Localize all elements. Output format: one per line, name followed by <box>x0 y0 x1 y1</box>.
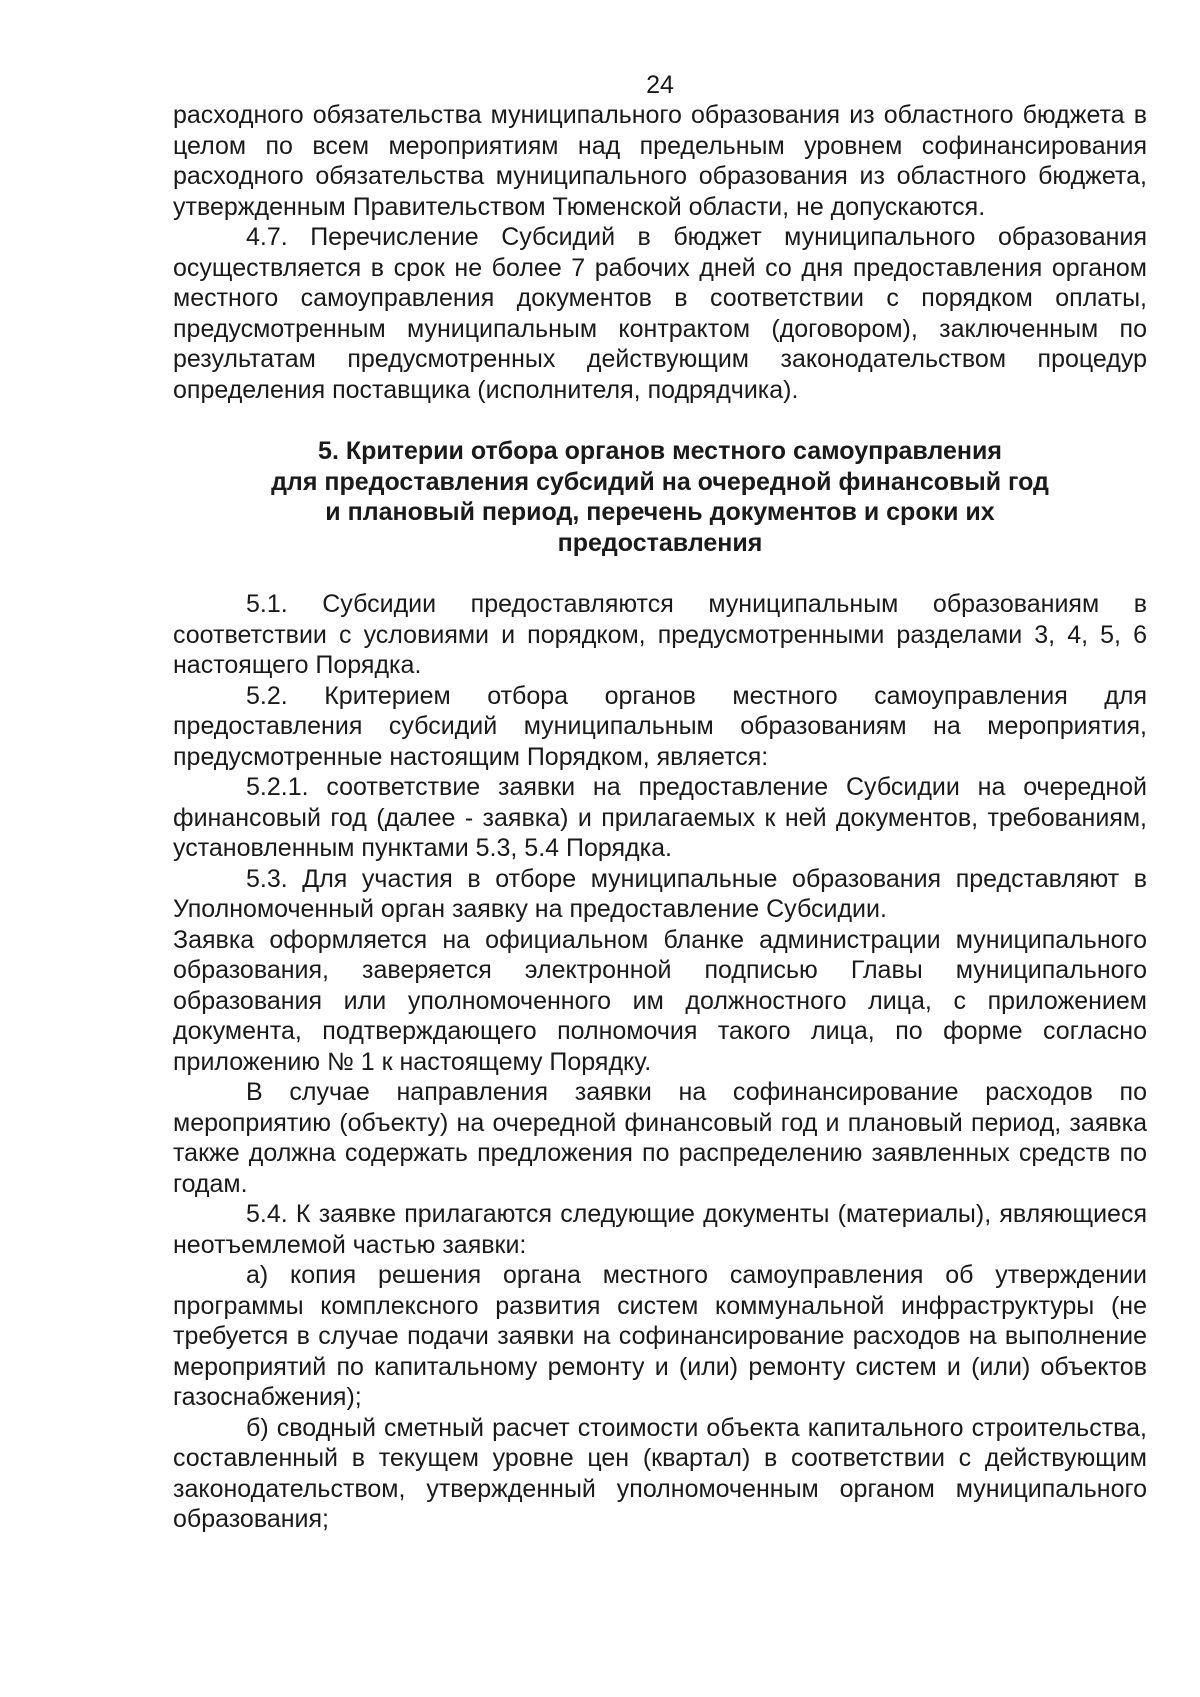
section-heading <box>173 436 1147 558</box>
paragraph-4-7: 4.7. Перечисление Субсидий в бюджет муниципального образования осуществляется в срок не более 7 рабочих дней со дня предоставления органом местного самоуправления документов в соответствии с порядком оплаты, предусмотренным муниципальным контрактом (договором), заключенным по результатам предусмотренных действующим законодательством процедур определения поставщика (исполнителя, подрядчика). <box>173 223 1147 404</box>
section-heading-line: 5. Критерии отбора органов местного самоуправления <box>318 437 1002 465</box>
page-number: 24 <box>646 71 674 99</box>
paragraph-5-2: 5.2. Критерием отбора органов местного самоуправления для предоставления субсидий муниципальным образованиям на мероприятия, предусмотренные настоящим Порядком, является: <box>173 681 1147 771</box>
section-heading-line: для предоставления субсидий на очередной финансовый год <box>271 467 1049 496</box>
paragraph-item-a: а) копия решения органа местного самоуправления об утверждении программы комплексного развития систем коммунальной инфраструктуры (не требуется в случае подачи заявки на софинансирование расходов на выполнение мероприятий по капитальному ремонту и (или) ремонту систем и (или) объектов газоснабжения); <box>173 1261 1147 1411</box>
paragraph-item-b: б) сводный сметный расчет стоимости объекта капитального строительства, составленный в текущем уровне цен (квартал) в соответствии с действующим законодательством, утвержденный уполномоченным органом муниципального образования; <box>173 1413 1147 1533</box>
paragraph-5-2-1: 5.2.1. соответствие заявки на предоставление Субсидии на очередной финансовый год (далее - заявка) и прилагаемых к ней документов, требованиям, установленным пунктами 5.3, 5.4 Порядка. <box>173 773 1147 862</box>
paragraph-5-3: 5.3. Для участия в отборе муниципальные образования представляют в Уполномоченный орган заявку на предоставление Субсидии. <box>173 864 1147 923</box>
document-page <box>173 70 1147 1535</box>
paragraph-cofinancing: В случае направления заявки на софинансирование расходов по мероприятию (объекту) на очередной финансовый год и плановый период, заявка также должна содержать предложения по распределению заявленных средств по годам. <box>173 1078 1147 1198</box>
section-heading-line: предоставления <box>557 528 763 557</box>
paragraph-5-4: 5.4. К заявке прилагаются следующие документы (материалы), являющиеся неотъемлемой частью заявки: <box>173 1200 1147 1259</box>
section-heading-line: и плановый период, перечень документов и сроки их <box>325 498 995 526</box>
paragraph-continuation: расходного обязательства муниципального образования из областного бюджета в целом по всем мероприятиям над предельным уровнем софинансирования расходного обязательства муниципального образования из областного бюджета, утвержденным Правительством Тюменской области, не допускаются. <box>173 101 1147 221</box>
paragraph-application-form: Заявка оформляется на официальном бланке администрации муниципального образования, заверяется электронной подписью Главы муниципального образования или уполномоченного им должностного лица, с приложением документа, подтверждающего полномочия такого лица, по форме согласно приложению № 1 к настоящему Порядку. <box>173 925 1147 1076</box>
paragraph-5-1: 5.1. Субсидии предоставляются муниципальным образованиям в соответствии с условиями и порядком, предусмотренными разделами 3, 4, 5, 6 настоящего Порядка. <box>173 590 1147 679</box>
